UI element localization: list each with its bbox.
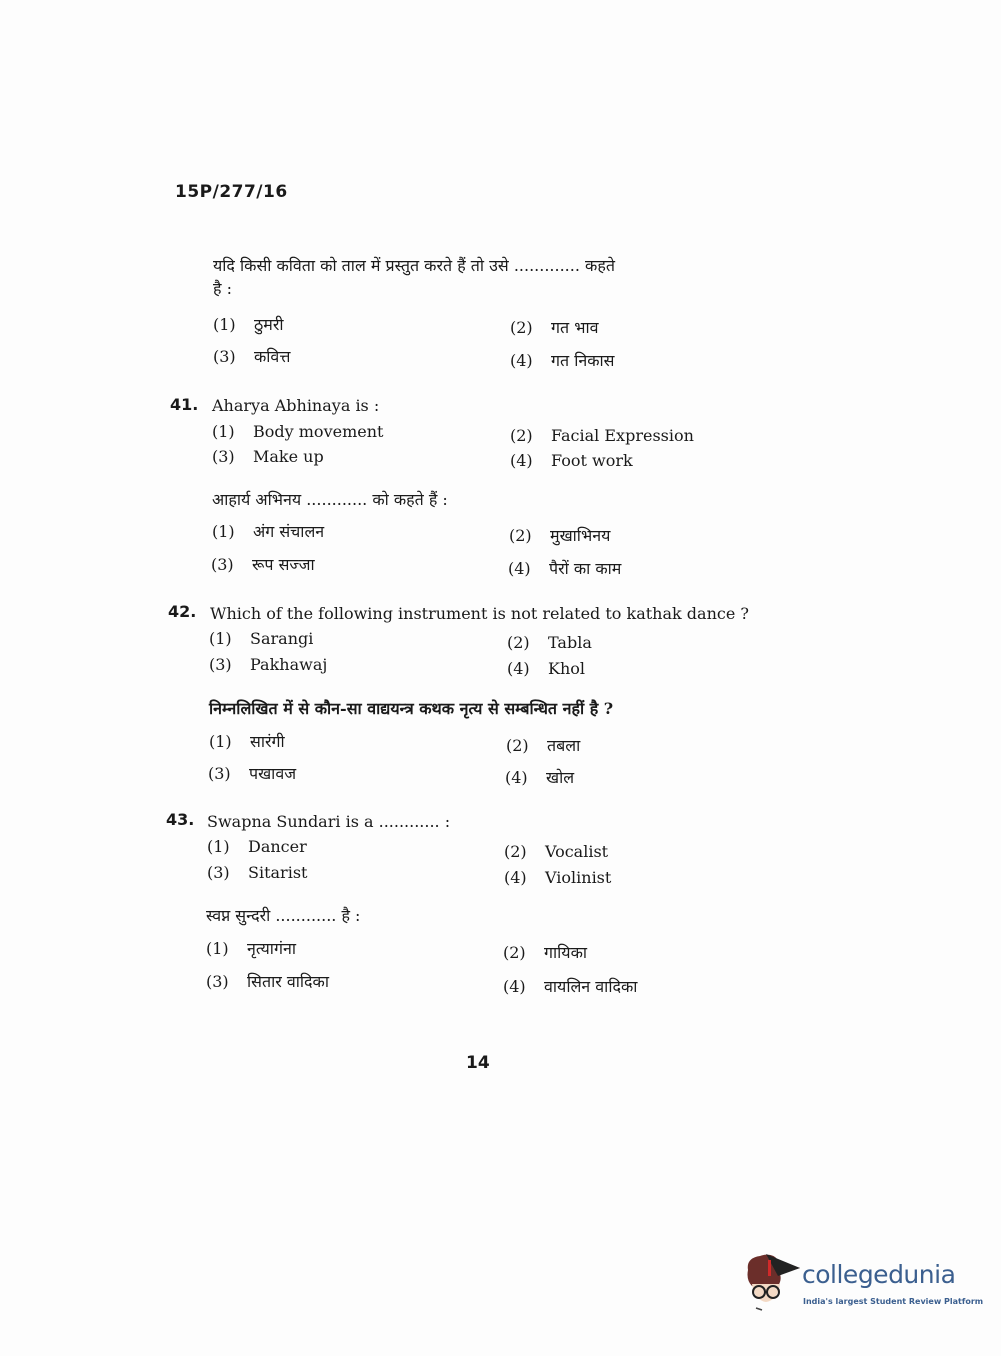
option-text: Violinist [545,868,612,887]
q42-hindi-option-3 [208,762,296,784]
q40-hindi-option-3 [213,345,290,367]
q43-number: 43. [166,810,195,829]
option-number: (4) [508,559,531,578]
option-number: (1) [206,939,229,958]
option-text: गत निकास [551,351,615,370]
q40-hindi-option-4 [510,349,615,371]
option-text: गायिका [544,943,588,962]
option-text: गत भाव [551,318,599,337]
option-number: (1) [212,522,235,541]
option-number: (4) [504,868,527,887]
option-text: Make up [253,447,324,466]
option-number: (4) [503,977,526,996]
option-text: Khol [548,659,586,678]
option-text: Foot work [551,451,633,470]
q42-number: 42. [168,602,197,621]
q40-hindi-option-1 [213,313,284,335]
option-text: पैरों का काम [549,559,622,578]
q41-option-1 [212,422,383,441]
q42-hindi-option-4 [505,766,574,788]
option-number: (4) [507,659,530,678]
option-text: Body movement [253,422,384,441]
option-text: वायलिन वादिका [544,977,638,996]
q41-option-4 [510,451,633,470]
q43-option-2 [504,842,608,861]
option-text: Vocalist [545,842,609,861]
q43-hindi-option-2 [503,941,587,963]
option-number: (4) [510,451,533,470]
option-number: (3) [211,555,234,574]
q42-hindi-stem: निम्नलिखित में से कौन-सा वाद्ययन्त्र कथक नृत्य से सम्बन्धित नहीं है ? [209,699,614,718]
q41-stem: Aharya Abhinaya is : [212,396,380,415]
mascot-logo-icon [742,1250,802,1312]
option-text: Tabla [548,633,592,652]
option-number: (1) [213,315,236,334]
q42-option-4 [507,659,585,678]
q41-hindi-stem: आहार्य अभिनय ............ को कहते हैं : [212,490,448,509]
option-text: ठुमरी [254,315,284,334]
option-number: (3) [212,447,235,466]
q40-hindi-option-2 [510,316,599,338]
option-number: (3) [206,972,229,991]
option-number: (1) [207,837,230,856]
option-number: (2) [504,842,527,861]
q42-option-1 [209,629,313,648]
option-text: Dancer [248,837,307,856]
option-text: सितार वादिका [247,972,329,991]
option-text: नृत्यागंना [247,939,296,958]
q41-option-2 [510,426,694,445]
q43-option-1 [207,837,307,856]
option-text: रूप सज्जा [252,555,315,574]
option-text: Sarangi [250,629,314,648]
option-text: Facial Expression [551,426,694,445]
option-number: (2) [507,633,530,652]
option-number: (3) [208,764,231,783]
option-number: (2) [510,426,533,445]
q43-option-4 [504,868,611,887]
q43-hindi-option-1 [206,937,296,959]
q40-hindi-stem-line2: है : [213,279,232,298]
option-number: (2) [503,943,526,962]
option-text: तबला [547,736,581,755]
q42-option-2 [507,633,592,652]
option-text: खोल [546,768,575,787]
paper-code: 15P/277/16 [175,182,288,202]
q43-option-3 [207,863,307,882]
option-number: (2) [506,736,529,755]
option-number: (3) [209,655,232,674]
collegedunia-watermark [742,1250,984,1320]
option-text: अंग संचालन [253,522,325,541]
q42-stem: Which of the following instrument is not related to kathak dance ? [210,604,749,623]
q41-number: 41. [170,395,199,414]
option-number: (3) [213,347,236,366]
option-number: (3) [207,863,230,882]
q41-hindi-option-4 [508,557,621,579]
option-text: मुखाभिनय [550,526,611,545]
q43-hindi-option-3 [206,970,329,992]
q40-hindi-stem-line1: यदि किसी कविता को ताल में प्रस्तुत करते हैं तो उसे ............. कहते [213,256,615,275]
option-number: (1) [209,629,232,648]
q42-hindi-option-1 [209,730,285,752]
option-text: Pakhawaj [250,655,328,674]
option-text: Sitarist [248,863,308,882]
q41-hindi-option-2 [509,524,610,546]
q41-hindi-option-1 [212,520,324,542]
page-number: 14 [466,1053,490,1073]
brand-name: collegedunia [802,1260,956,1289]
option-text: पखावज [249,764,297,783]
q43-stem: Swapna Sundari is a ............ : [207,812,451,831]
q43-hindi-stem: स्वप्न सुन्दरी ............ है : [206,906,361,925]
option-number: (4) [510,351,533,370]
q42-option-3 [209,655,327,674]
option-number: (2) [509,526,532,545]
q43-hindi-option-4 [503,975,637,997]
q41-hindi-option-3 [211,553,315,575]
option-text: कवित्त [254,347,291,366]
option-number: (1) [212,422,235,441]
option-number: (2) [510,318,533,337]
q41-option-3 [212,447,324,466]
option-number: (1) [209,732,232,751]
brand-tagline: India's largest Student Review Platform [803,1297,984,1306]
option-number: (4) [505,768,528,787]
q42-hindi-option-2 [506,734,580,756]
option-text: सारंगी [250,732,285,751]
